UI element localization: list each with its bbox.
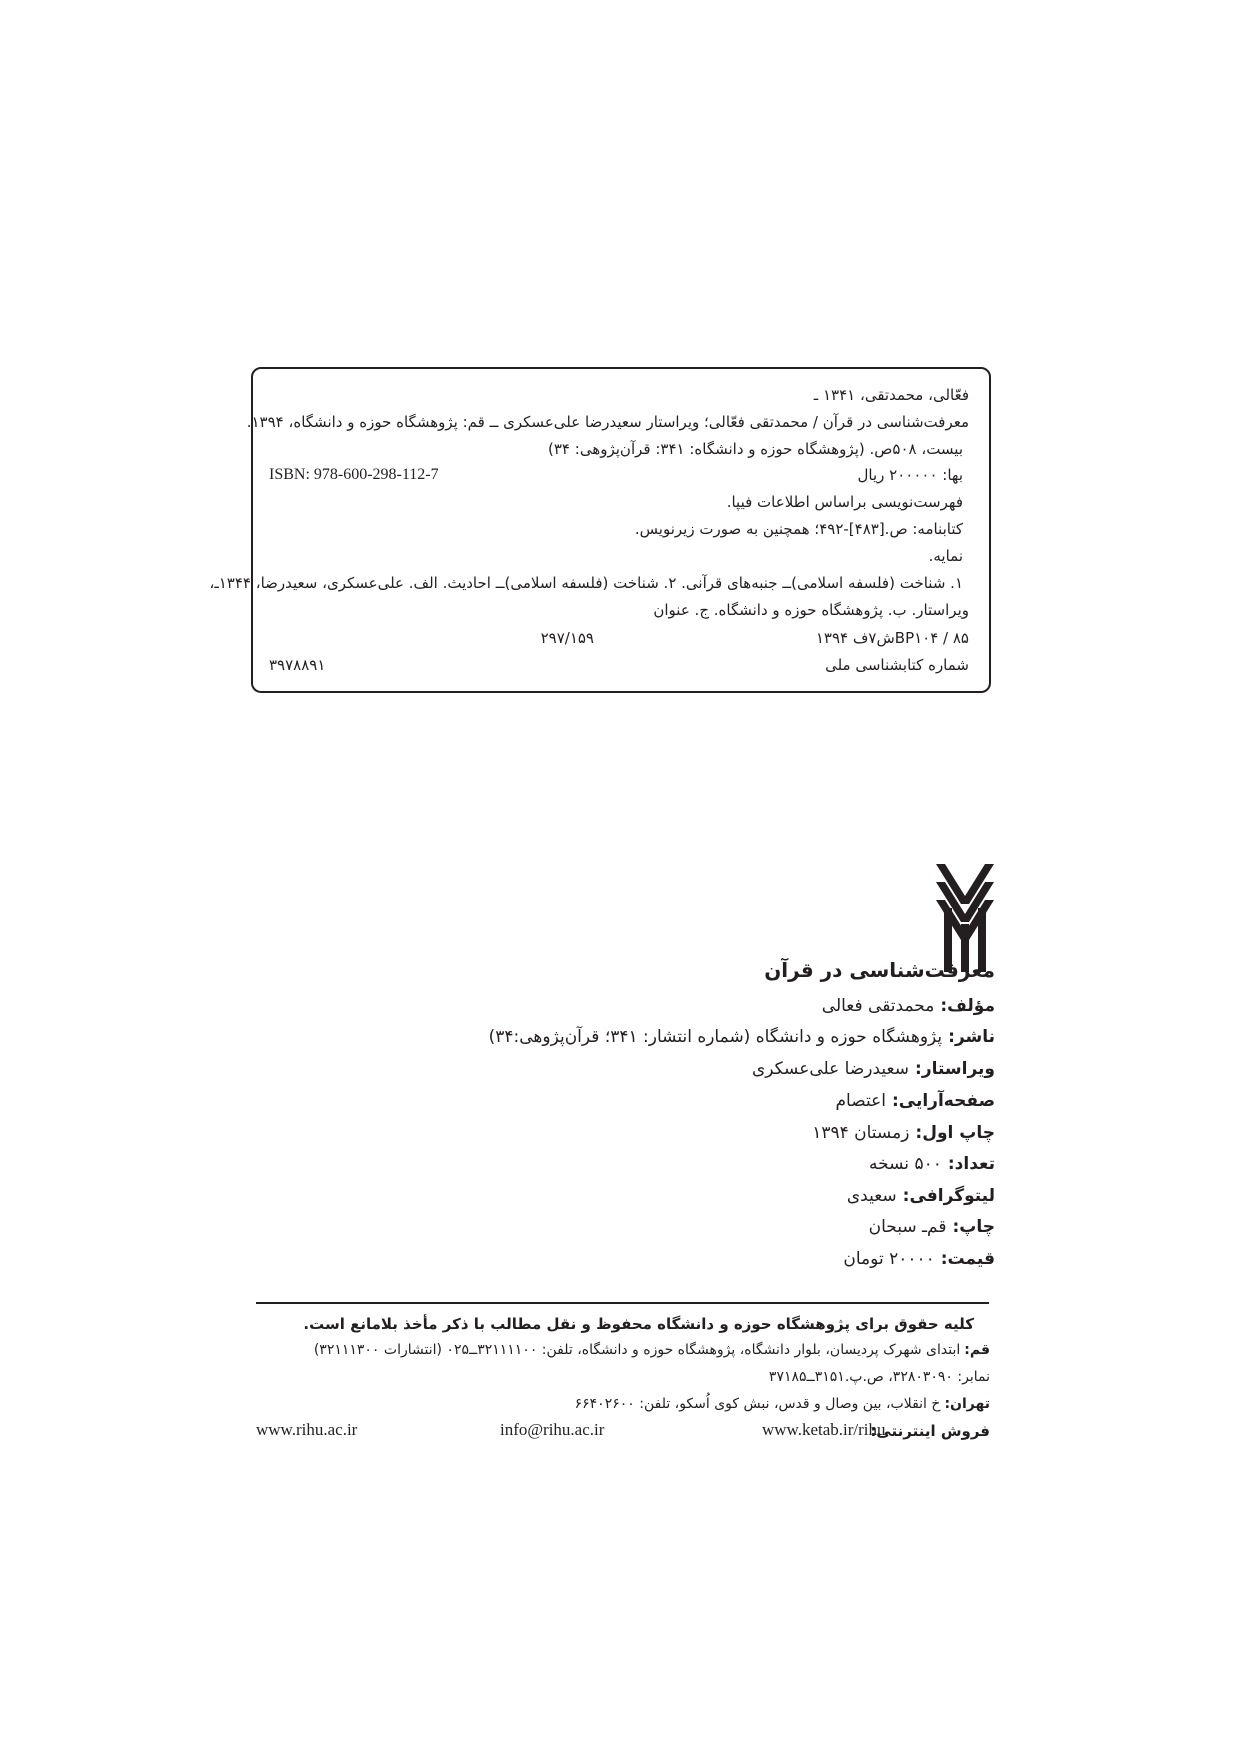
credit-row — [812, 1121, 995, 1145]
credit-label: چاپ: — [952, 1217, 995, 1237]
cip-isbn: ISBN: 978-600-298-112-7 — [269, 466, 439, 483]
cip-dewey: ۲۹۷/۱۵۹ — [540, 629, 594, 647]
cip-lc-class: BP۱۰۴ / ۸۵ش۷ف ۱۳۹۴ — [815, 629, 969, 647]
cip-fipa: فهرست‌نویسی براساس اطلاعات فیپا. — [726, 493, 963, 511]
online-store-link[interactable]: www.ketab.ir/rihu — [762, 1420, 886, 1439]
cip-subjects-2: ویراستار. ب. پژوهشگاه حوزه و دانشگاه. ج. عنوان — [653, 601, 969, 619]
rights-notice: کلیه حقوق برای پژوهشگاه حوزه و دانشگاه محفوظ و نقل مطالب با ذکر مأخذ بلامانع است. — [303, 1315, 974, 1333]
cip-subjects: ۱. شناخت (فلسفه اسلامی)ــ جنبه‌های قرآنی. ۲. شناخت (فلسفه اسلامی)ــ احادیث. الف. علی‌عسکری، سعیدرضا، ۱۳۴۴ـ، — [209, 574, 963, 592]
credit-value: سعیدرضا علی‌عسکری — [751, 1059, 910, 1079]
cip-pages: بیست، ۵۰۸ص. (پژوهشگاه حوزه و دانشگاه: ۳۴۱: قرآن‌پژوهی: ۳۴) — [548, 440, 963, 458]
website-link[interactable]: www.rihu.ac.ir — [256, 1420, 358, 1439]
cip-author: فعّالی، محمدتقی، ۱۳۴۱ ـ — [813, 386, 969, 404]
cip-national-number: ۳۹۷۸۸۹۱ — [269, 656, 326, 674]
credit-row — [869, 1215, 995, 1239]
credit-label: چاپ اول: — [915, 1123, 995, 1143]
credit-label: قیمت: — [940, 1249, 995, 1269]
cip-price: بها: ۲۰۰۰۰۰ ریال — [857, 466, 963, 484]
email-link[interactable]: info@rihu.ac.ir — [500, 1420, 605, 1439]
credit-row — [752, 1057, 995, 1081]
credit-label: تعداد: — [947, 1154, 995, 1174]
cip-title: معرفت‌شناسی در قرآن / محمدتقی فعّالی؛ ویراستار سعیدرضا علی‌عسکری ــ قم: پژوهشگاه حوزه و دانشگاه، ۱۳۹۴. — [246, 413, 969, 431]
credit-value: محمدتقی فعالی — [821, 996, 935, 1016]
qom-address-line — [314, 1340, 990, 1360]
credit-row — [847, 1184, 995, 1208]
tehran-address-line — [575, 1394, 990, 1414]
rihu-logo-icon — [936, 864, 994, 972]
tehran-address: خ انقلاب، بین وصال و قدس، نبش کوی اُسکو، تلفن: ۶۶۴۰۲۶۰۰ — [574, 1396, 941, 1412]
online-label: فروش اینترنتی: — [870, 1422, 990, 1440]
cip-national-label: شماره کتابشناسی ملی — [825, 656, 969, 674]
credit-value: سعیدی — [846, 1186, 897, 1206]
book-title: معرفت‌شناسی در قرآن — [764, 958, 995, 982]
credit-value: ۵۰۰ نسخه — [869, 1154, 942, 1174]
credit-row — [869, 1152, 995, 1176]
fax-line: نمابر: ۳۲۸۰۳۰۹۰، ص.پ.۳۱۵۱ــ۳۷۱۸۵ — [768, 1369, 990, 1385]
divider — [256, 1302, 989, 1304]
credit-value: پژوهشگاه حوزه و دانشگاه (شماره انتشار: ۳۴۱؛ قرآن‌پژوهی:۳۴) — [488, 1027, 943, 1047]
cip-box — [209, 367, 991, 693]
cip-index: نمایه. — [928, 547, 963, 565]
credit-row — [489, 1025, 995, 1049]
credit-label: صفحه‌آرایی: — [891, 1091, 995, 1111]
credit-value: ۲۰۰۰۰ تومان — [843, 1249, 935, 1269]
credit-row — [836, 1089, 996, 1113]
tehran-label: تهران: — [944, 1396, 990, 1412]
cip-bibliography: کتابنامه: ص.[۴۸۳]-۴۹۲؛ همچنین به صورت زیرنویس. — [634, 520, 963, 538]
credit-value: قم‌ـ سبحان — [868, 1217, 947, 1237]
credit-label: لیتوگرافی: — [902, 1186, 995, 1206]
credit-label: ویراستار: — [915, 1059, 995, 1079]
qom-label: قم: — [964, 1342, 990, 1358]
qom-address: ابتدای شهرک پردیسان، بلوار دانشگاه، پژوهشگاه حوزه و دانشگاه، تلفن: ۳۲۱۱۱۱۰۰ــ۰۲۵ (انتشارات ۳۲۱۱۱۳۰۰) — [313, 1342, 961, 1358]
credit-row — [843, 1247, 995, 1271]
credit-value: زمستان ۱۳۹۴ — [812, 1123, 910, 1143]
credit-label: مؤلف: — [940, 996, 995, 1016]
credit-row — [822, 994, 995, 1018]
credit-label: ناشر: — [948, 1027, 995, 1047]
credit-value: اعتصام — [835, 1091, 886, 1111]
